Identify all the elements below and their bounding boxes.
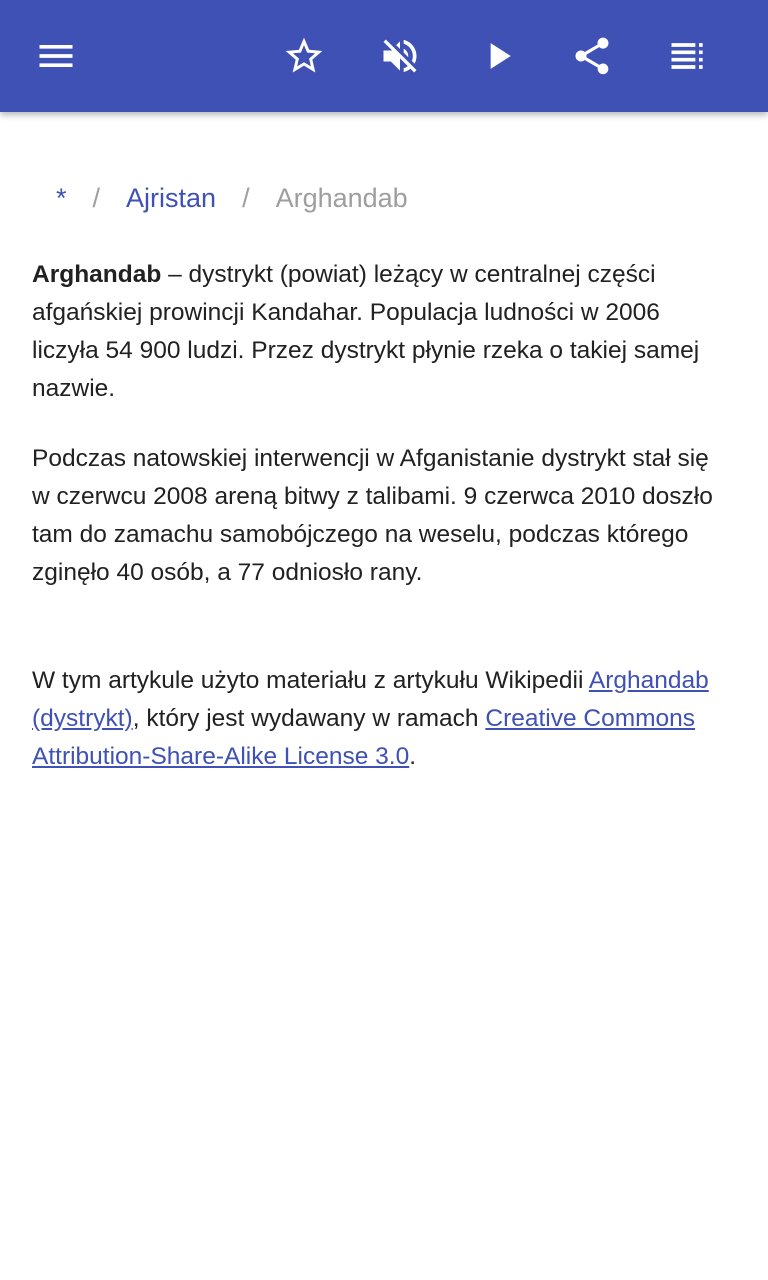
attribution-middle: , który jest wydawany w ramach [132, 705, 486, 732]
article-paragraph-1-text: – dystrykt (powiat) leżący w centralnej części afgańskiej prowincji Kandahar. Populacja ludności w 2006 liczyła 54 900 ludzi. Przez dystrykt płynie rzeka o takiej samej nazwie. [32, 261, 700, 402]
menu-button[interactable] [28, 28, 84, 84]
play-button[interactable] [470, 28, 526, 84]
breadcrumb [56, 176, 408, 220]
article-paragraph-1 [32, 256, 732, 408]
license-link[interactable]: Creative Commons Attribution-Share-Alike License 3.0 [32, 705, 696, 770]
attribution-end: . [409, 743, 417, 770]
attribution-prefix: W tym artykule użyto materiału z artykułu Wikipedii [32, 667, 589, 694]
breadcrumb-home-link[interactable]: * [56, 182, 67, 213]
article-title-bold: Arghandab [32, 261, 162, 288]
mute-button[interactable] [372, 28, 428, 84]
breadcrumb-separator: / [92, 182, 101, 213]
contents-button[interactable] [660, 28, 716, 84]
favorite-button[interactable] [276, 28, 332, 84]
playlist-icon [666, 34, 710, 78]
app-toolbar [0, 0, 768, 112]
volume-off-icon [378, 34, 422, 78]
attribution-paragraph [32, 662, 732, 776]
breadcrumb-separator: / [242, 182, 250, 213]
menu-icon [34, 34, 78, 78]
play-icon [476, 34, 520, 78]
share-button[interactable] [564, 28, 620, 84]
article-paragraph-2: Podczas natowskiej interwencji w Afganistanie dystrykt stał się w czerwcu 2008 areną bitwy z talibami. 9 czerwca 2010 doszło tam do zamachu samobójczego na weselu, podczas którego zginęło 40 osób, a 77 odniosło rany. [32, 445, 713, 586]
star-outline-icon [282, 34, 326, 78]
article-content [32, 256, 732, 776]
breadcrumb-parent-link[interactable]: Ajristan [126, 182, 217, 213]
source-article-link[interactable]: Arghandab (dystrykt) [32, 667, 709, 732]
share-icon [570, 34, 614, 78]
breadcrumb-current: Arghandab [275, 182, 408, 213]
